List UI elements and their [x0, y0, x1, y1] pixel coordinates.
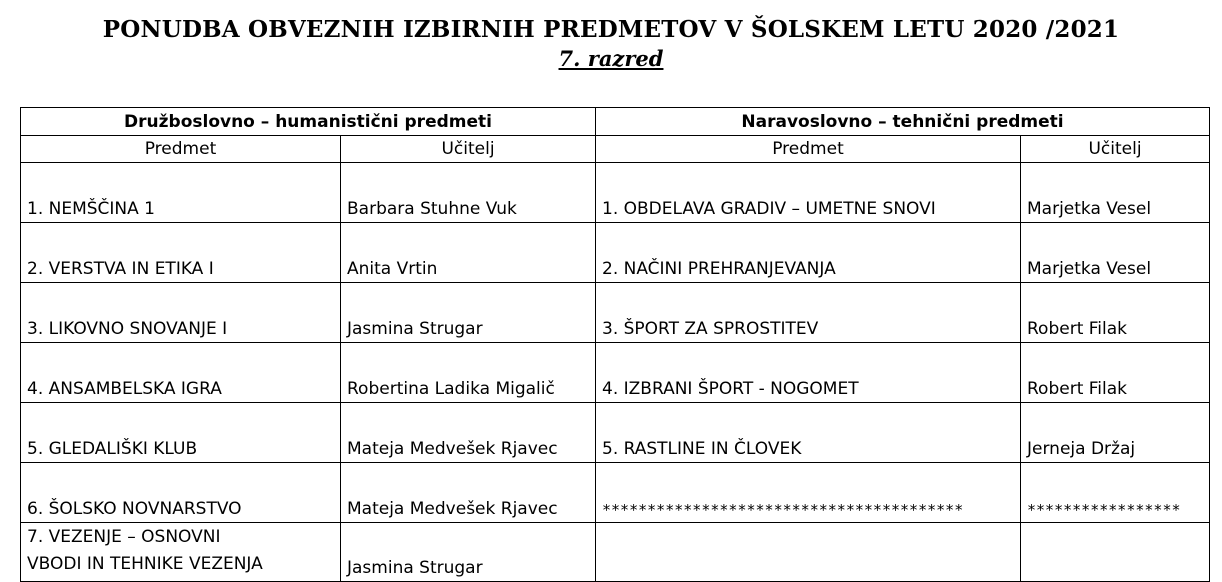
right-teacher-cell: Jerneja Držaj	[1021, 403, 1210, 463]
left-subject-cell: 3. LIKOVNO SNOVANJE I	[21, 283, 341, 343]
column-header-teacher: Učitelj	[1021, 136, 1210, 163]
right-subject-cell: 4. IZBRANI ŠPORT - NOGOMET	[596, 343, 1021, 403]
right-subject-cell: 2. NAČINI PREHRANJEVANJA	[596, 223, 1021, 283]
column-header-teacher: Učitelj	[341, 136, 596, 163]
column-header-subject: Predmet	[21, 136, 341, 163]
page-title: PONUDBA OBVEZNIH IZBIRNIH PREDMETOV V ŠOLSKEM LETU 2020 /2021	[102, 16, 1120, 43]
table-row	[21, 283, 1210, 343]
left-teacher-cell: Mateja Medvešek Rjavec	[341, 403, 596, 463]
group-header-humanities: Družboslovno – humanistični predmeti	[21, 108, 596, 136]
right-teacher-placeholder: *****************	[1021, 463, 1210, 523]
group-header-row	[21, 108, 1210, 136]
subjects-table	[20, 107, 1210, 582]
left-teacher-cell: Mateja Medvešek Rjavec	[341, 463, 596, 523]
left-teacher-cell: Anita Vrtin	[341, 223, 596, 283]
table-row	[21, 403, 1210, 463]
right-subject-placeholder: ****************************************	[596, 463, 1021, 523]
right-subject-cell: 5. RASTLINE IN ČLOVEK	[596, 403, 1021, 463]
right-teacher-cell: Marjetka Vesel	[1021, 223, 1210, 283]
table-row	[21, 523, 1210, 582]
column-header-subject: Predmet	[596, 136, 1021, 163]
group-header-sciences: Naravoslovno – tehnični predmeti	[596, 108, 1210, 136]
page-subtitle: 7. razred	[558, 46, 664, 71]
right-teacher-cell: Robert Filak	[1021, 283, 1210, 343]
column-header-row	[21, 136, 1210, 163]
right-subject-cell: 1. OBDELAVA GRADIV – UMETNE SNOVI	[596, 163, 1021, 223]
left-subject-cell: 6. ŠOLSKO NOVNARSTVO	[21, 463, 341, 523]
table-row	[21, 163, 1210, 223]
left-subject-cell	[21, 523, 341, 582]
left-subject-cell: 2. VERSTVA IN ETIKA I	[21, 223, 341, 283]
table-row	[21, 223, 1210, 283]
right-teacher-cell: Robert Filak	[1021, 343, 1210, 403]
table-row	[21, 463, 1210, 523]
left-subject-cell: 1. NEMŠČINA 1	[21, 163, 341, 223]
left-subject-line: VBODI IN TEHNIKE VEZENJA	[27, 554, 263, 574]
left-teacher-cell: Robertina Ladika Migalič	[341, 343, 596, 403]
right-teacher-cell: Marjetka Vesel	[1021, 163, 1210, 223]
left-subject-line: 7. VEZENJE – OSNOVNI	[27, 527, 221, 547]
right-teacher-cell	[1021, 523, 1210, 582]
left-teacher-cell: Barbara Stuhne Vuk	[341, 163, 596, 223]
left-subject-cell: 5. GLEDALIŠKI KLUB	[21, 403, 341, 463]
left-subject-cell: 4. ANSAMBELSKA IGRA	[21, 343, 341, 403]
table-row	[21, 343, 1210, 403]
left-teacher-cell: Jasmina Strugar	[341, 283, 596, 343]
right-subject-cell: 3. ŠPORT ZA SPROSTITEV	[596, 283, 1021, 343]
right-subject-cell	[596, 523, 1021, 582]
left-teacher-cell: Jasmina Strugar	[341, 523, 596, 582]
